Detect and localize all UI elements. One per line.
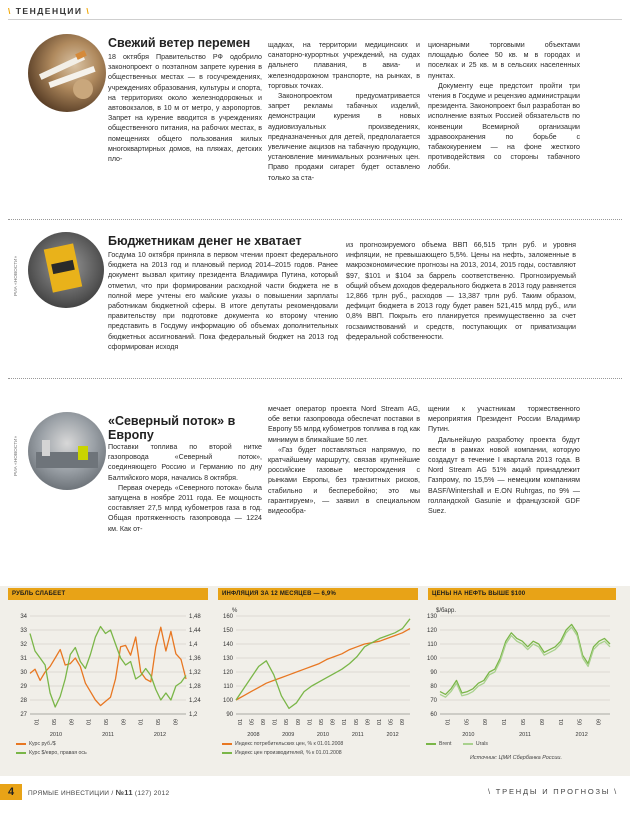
chart-1-x-tick: 01 — [34, 718, 41, 726]
divider-2 — [8, 378, 622, 379]
chart-2-y-tick: 140 — [222, 642, 233, 648]
chart-1-x-tick: 05 — [156, 718, 162, 726]
chart-2-legend — [222, 741, 343, 756]
chart-1-x-tick: 09 — [121, 718, 128, 726]
footer-section-label: ТРЕНДЫ И ПРОГНОЗЫ — [495, 787, 611, 796]
chart-1-y-tick: 30 — [20, 670, 27, 676]
chart-1-year-label: 2010 — [49, 732, 63, 738]
chart-2-legend-item-2 — [222, 750, 343, 756]
article-1-col-3-p1: ционарными торговыми объектами площадью более 50 кв. м в городах и поселках и 25 кв. м в сельских населенных пунктах. — [428, 41, 580, 80]
chart-3-x-tick: 09 — [483, 718, 490, 726]
magazine-info: ПРЯМЫЕ ИНВЕСТИЦИИ / №11 (127) 2012 — [28, 788, 170, 797]
magazine-name: ПРЯМЫЕ ИНВЕСТИЦИИ — [28, 790, 110, 797]
chart-2-year-label: 2011 — [351, 732, 364, 738]
article-2-col-2-text: из прогнозируемого объема ВВП 66,515 трлн руб. и уровня инфляции, не превышающего 5,5%. Цены на нефть, заложенные в макроэкономические прогнозы на 2013, 2014, 2015 годы, составляют $97, $101 и $104 за баррель соответственно. Прогнозируемый общий объем доходов федерального бюджета в 2013 году равняется 12,866 трлн руб., расходов — 13,387 трлн руб. Таким образом, дефицит бюджета в 2013 году будет равен 521,415 млрд руб., или 0,8% ВВП. Покрыть его планируется преимущественно за счет госзаимствований и средств, поступающих от приватизации федеральной собственности. — [346, 241, 576, 341]
chart-2-y-tick: 100 — [222, 698, 233, 704]
chart-1-x-tick: 01 — [138, 718, 145, 726]
chart-1-x-tick: 05 — [104, 718, 110, 726]
chart-1-x-tick: 05 — [52, 718, 58, 726]
budget-photo — [28, 232, 104, 308]
chart-1-x-tick: 09 — [173, 718, 180, 726]
chart-2-title: ИНФЛЯЦИЯ ЗА 12 МЕСЯЦЕВ — 6,9% — [218, 588, 418, 600]
chart-2-series-2-line — [236, 619, 410, 709]
chart-2-year-label: 2009 — [282, 732, 295, 738]
chart-2-year-label: 2012 — [386, 732, 399, 738]
chart-3-y-tick: 100 — [426, 656, 437, 662]
chart-2-y-label: % — [232, 608, 238, 614]
chart-1-series-1-line — [30, 627, 186, 705]
article-1-col-3-p2: Документу еще предстоит пройти три чтения в Госдуме и рецензию администрации президента. Законопроект был разработан во исполнение взятых Россией обязательств по конвенции Всемирной организации здравоохранения по борьбе с табакокурением — на фоне жесткого противодействия со стороны табачного лобби. — [428, 81, 580, 172]
chart-2-year-label: 2008 — [247, 732, 260, 738]
chart-2-legend-item-1 — [222, 741, 343, 747]
chart-2-x-tick: 05 — [284, 718, 291, 726]
chart-1-year-label: 2012 — [153, 732, 167, 738]
section-tag: \ ТЕНДЕНЦИИ \ — [8, 6, 91, 16]
budget-illustration — [28, 232, 104, 308]
chart-3-year-label: 2011 — [519, 732, 531, 738]
chart-3-y-tick: 80 — [430, 684, 437, 690]
chart-2-x-tick: 05 — [388, 718, 395, 726]
chart-1-y2-tick: 1,44 — [189, 628, 201, 634]
chart-3-legend — [426, 741, 488, 747]
chart-3-y-tick: 70 — [430, 698, 437, 704]
chart-source-note: Источник: ЦМИ Сбербанка России. — [470, 755, 563, 761]
article-3-col-1-p2: Первая очередь «Северного потока» была запущена в ноябре 2011 года. Ее мощность составляет 27,5 млрд кубометров газа в год. Общая протяженность газопровода — 1224 км. Как от- — [108, 483, 262, 533]
chart-1-x-tick: 09 — [69, 718, 76, 726]
chart-3-y-tick: 120 — [426, 628, 437, 634]
chart-2-x-tick: 05 — [353, 718, 360, 726]
chart-1-y2-tick: 1,28 — [189, 684, 201, 690]
chart-1-title: РУБЛЬ СЛАБЕЕТ — [8, 588, 208, 600]
chart-1-legend-label-1: Курс руб./$ — [29, 741, 56, 747]
chart-2-x-tick: 09 — [261, 718, 267, 726]
article-3-col-2-p1: мечает оператор проекта Nord Stream AG, обе ветки газопровода обеспечат поставки в Европу 55 млрд кубометров топлива в год как минимум в ближайшие 50 лет. — [268, 405, 420, 444]
chart-3-y-tick: 110 — [427, 642, 437, 648]
chart-3-year-label: 2012 — [575, 732, 588, 738]
chart-2-y-tick: 110 — [223, 684, 233, 690]
chart-3-legend-item-2 — [463, 741, 488, 747]
chart-1-legend-label-2: Курс $/евро, правая ось — [29, 750, 87, 756]
chart-2-y-tick: 90 — [226, 712, 233, 718]
chart-2-x-tick: 01 — [342, 718, 349, 726]
article-2-title: Бюджетникам денег не хватает — [108, 234, 302, 248]
chart-2-x-tick: 01 — [272, 718, 279, 726]
chart-3-series-2-line — [440, 627, 610, 697]
cigarettes-photo — [28, 34, 106, 112]
chart-3-year-label: 2010 — [462, 732, 475, 738]
chart-1-y-tick: 34 — [20, 614, 27, 620]
chart-3-legend-item-1 — [426, 741, 451, 747]
chart-1-y2-tick: 1,2 — [189, 712, 198, 718]
article-3-col-1 — [108, 442, 262, 534]
chart-3-x-tick: 09 — [539, 718, 546, 726]
article-3-col-2-p2: «Газ будет поставляться напрямую, по кратчайшему маршруту, связав крупнейшие российские газовые месторождения с рынками Европы, без транзитных рисков, стабильно и бесперебойно; это мы гарантируем», — заявил в специальном видеообра- — [268, 445, 420, 516]
chart-2-y-tick: 160 — [222, 614, 233, 620]
cigarettes-illustration — [28, 34, 106, 112]
chart-2-y-tick: 120 — [222, 670, 233, 676]
chart-1-y-tick: 28 — [20, 698, 27, 704]
chart-2-x-tick: 05 — [249, 718, 256, 726]
ruble-chart — [8, 604, 208, 740]
chart-2-x-tick: 01 — [377, 718, 383, 726]
article-3-col-3-p2: Дальнейшую разработку проекта будут вести в рамках новой компании, которую создадут в течение I квартала 2013 года. В Nord Stream AG 51% акций принадлежит Газпрому, по 15,5% — немецким компаниям BASF/Wintershall и E.ON Ruhrgas, по 9% — голландской Gasunie и французской GDF Suez. — [428, 435, 580, 516]
chart-1-y-tick: 32 — [20, 642, 27, 648]
article-3-col-3 — [428, 404, 580, 516]
article-2-photo-credit: РИА «НОВОСТИ» — [14, 255, 19, 296]
chart-2-x-tick: 01 — [237, 718, 244, 726]
chart-1-y2-tick: 1,4 — [189, 642, 198, 648]
article-3-col-3-p1: щении к участникам торжественного мероприятия Президент России Владимир Путин. — [428, 405, 580, 434]
oil-chart — [418, 604, 618, 740]
chart-2-x-tick: 09 — [365, 718, 372, 726]
chart-1-y2-tick: 1,24 — [189, 698, 201, 704]
chart-2-x-tick: 01 — [307, 718, 314, 726]
chart-1-legend-item-1 — [16, 741, 87, 747]
chart-3-legend-label-2: Urals — [475, 741, 488, 747]
issue-number: №11 — [115, 788, 133, 797]
divider-1 — [8, 219, 622, 220]
article-3-photo-credit: РИА «НОВОСТИ» — [14, 435, 19, 476]
chart-2-x-tick: 09 — [295, 718, 302, 726]
chart-3-series-1-line — [440, 624, 610, 694]
chart-3-y-tick: 60 — [430, 712, 437, 718]
chart-2-year-label: 2010 — [316, 732, 330, 738]
chart-1-y-tick: 33 — [20, 628, 27, 634]
chart-3-y-tick: 90 — [430, 670, 437, 676]
chart-3-x-tick: 01 — [558, 718, 565, 726]
nord-stream-photo — [28, 412, 106, 490]
section-tag-label: ТЕНДЕНЦИИ — [15, 6, 83, 16]
chart-1-year-label: 2011 — [102, 732, 114, 738]
chart-3-y-tick: 130 — [426, 614, 437, 620]
chart-3-x-tick: 05 — [464, 718, 471, 726]
inflation-chart — [216, 604, 416, 740]
chart-2-x-tick: 09 — [400, 718, 407, 726]
top-rule — [8, 19, 622, 20]
article-3-col-1-p1: Поставки топлива по второй нитке газопровода «Северный поток», соединяющего Россию и Германию по дну Балтийского моря, начались 8 октября. — [108, 443, 262, 482]
chart-3-y-label: $/барр. — [436, 608, 456, 614]
chart-3-x-tick: 01 — [445, 718, 452, 726]
footer-section: \ ТРЕНДЫ И ПРОГНОЗЫ \ — [488, 787, 618, 796]
chart-2-legend-label-2: Индекс цен производителей, % к 01.01.2008 — [235, 750, 342, 756]
page-footer — [0, 784, 630, 820]
nord-stream-illustration — [28, 412, 106, 490]
chart-2-y-tick: 130 — [222, 656, 233, 662]
chart-3-x-tick: 01 — [502, 718, 509, 726]
page-number: 4 — [0, 784, 22, 800]
chart-3-legend-label-1: Brent — [439, 741, 452, 747]
article-1-col-1 — [108, 52, 262, 164]
chart-1-y-tick: 29 — [20, 684, 27, 690]
chart-1-y2-tick: 1,36 — [189, 656, 201, 662]
chart-1-y-tick: 31 — [20, 656, 27, 662]
article-1-col-3 — [428, 40, 580, 173]
chart-2-x-tick: 05 — [319, 718, 325, 726]
article-1-col-2 — [268, 40, 420, 183]
chart-3-title: ЦЕНЫ НА НЕФТЬ ВЫШЕ $100 — [428, 588, 616, 600]
article-2-col-2 — [346, 240, 576, 342]
article-1-col-2-p2: Законопроектом предусматривается запрет рекламы табачных изделий, демонстрации курения в новых аудиовизуальных произведениях, предназначенных для детей, предполагается увеличение акцизов на табачную продукцию, установление минимальных розничных цен. Право продажи сигарет будет оставлено только за ста- — [268, 92, 420, 182]
issue-detail: (127) 2012 — [134, 790, 170, 797]
chart-3-x-tick: 05 — [577, 718, 584, 726]
chart-3-x-tick: 05 — [521, 718, 527, 726]
chart-1-legend — [16, 741, 87, 756]
article-2-col-1 — [108, 250, 338, 352]
chart-3-x-tick: 09 — [596, 718, 603, 726]
chart-1-x-tick: 01 — [86, 718, 93, 726]
chart-1-y-tick: 27 — [20, 712, 27, 718]
chart-1-legend-item-2 — [16, 750, 87, 756]
chart-2-legend-label-1: Индекс потребительских цен, % к 01.01.2008 — [235, 741, 344, 747]
chart-2-y-tick: 150 — [222, 628, 233, 634]
article-3-title: «Северный поток» в Европу — [108, 414, 236, 442]
chart-2-x-tick: 09 — [330, 718, 337, 726]
article-2-col-1-text: Госдума 10 октября приняла в первом чтении проект федерального бюджета на 2013 год и плановый период 2014–2015 годов. Ранее документ вызвал критику президента Владимира Путина, который отметил, что при формировании расходной части бюджета не в полной мере учтены его майские указы о повышении зарплаты работникам бюджетной сферы. В итоге депутаты рекомендовали правительству при подготовке документа ко второму чтению представить в Госдуму информацию об объемах дополнительных бюджетных ассигнований. Пока федеральный бюджет на 2013 год сформирован исходя — [108, 251, 338, 351]
chart-1-y2-tick: 1,48 — [189, 614, 201, 620]
article-1-col-1-text: 18 октября Правительство РФ одобрило законопроект о поэтапном запрете курения в общественных местах — в госучреждениях, учреждениях образования, культуры и спорта, на территориях около железнодорожных и автовокзалов, в 10 м от метро, у аэропортов. Запрет на курение вводится в учреждениях общественного питания, на рабочих местах, в помещениях общего пользования жилых многоквартирных домов, на пляжах, детских пло- — [108, 53, 262, 164]
article-1-col-2-p1: щадках, на территории медицинских и санаторно-курортных учреждений, на судах дальнего плавания, в авиа- и железнодорожном транспорте, на рынках, в торговых точках. — [268, 41, 420, 90]
chart-1-y2-tick: 1,32 — [189, 670, 201, 676]
article-3-col-2 — [268, 404, 420, 516]
article-1-title: Свежий ветер перемен — [108, 36, 251, 50]
